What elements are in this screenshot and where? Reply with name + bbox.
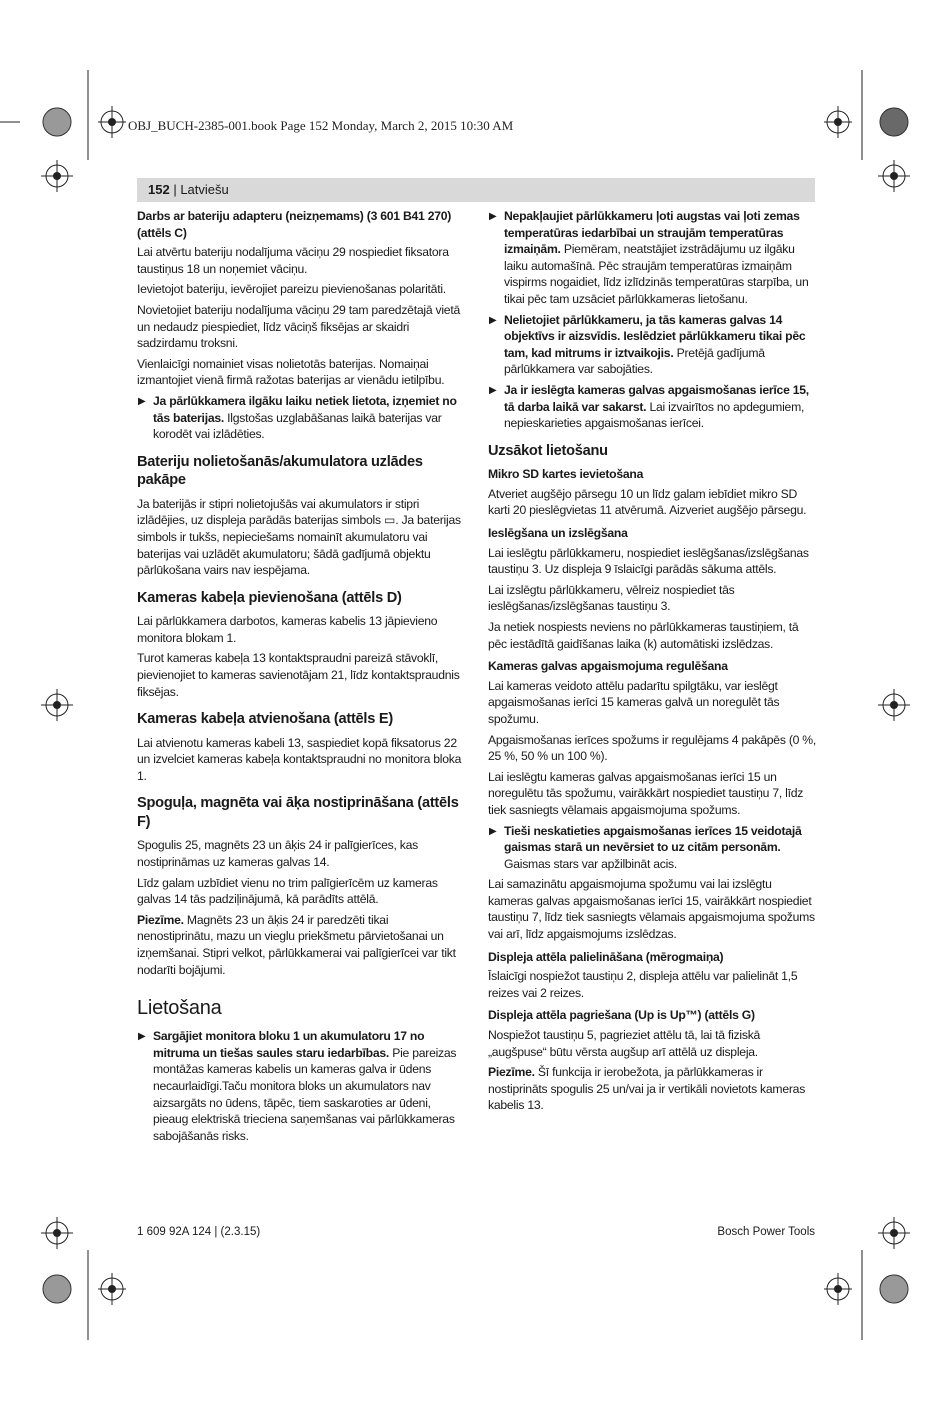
paragraph: Lai ieslēgtu kameras galvas apgaismošanas ierīci 15 un noregulētu tās spožumu, vairākkārt nospiediet taustiņu 7, līdz tiek sasniegts vēlamais apgaismojuma spožums.	[488, 769, 804, 817]
bullet-triangle-icon: ▶	[489, 825, 497, 837]
paragraph: Īslaicīgi nospiežot taustiņu 2, displeja attēlu var palielināt 1,5 reizes vai 2 reizes.	[488, 969, 798, 1000]
page-header-band	[137, 178, 815, 202]
bullet-text: Ilgstošas uzglabāšanas laikā baterijas var korodēt vai izlādēties.	[153, 410, 442, 442]
bullet-triangle-icon: ▶	[489, 314, 497, 326]
left-column	[137, 208, 465, 1148]
paragraph	[137, 496, 465, 579]
section-heading: Spoguļa, magnēta vai āķa nostiprināšana (attēls F)	[137, 795, 459, 830]
bullet-bold-text: Ja ir ieslēgta kameras galvas apgaismošanas ierīce 15, tā darba laikā var sakarst.	[504, 382, 809, 414]
warning-bullet	[488, 312, 816, 378]
footer-brand: Bosch Power Tools	[717, 1226, 815, 1238]
paragraph: Nospiežot taustiņu 5, pagrieziet attēlu tā, lai tā fiziskā „augšpuse“ būtu vērsta augšup arī attēlā uz displeja.	[488, 1028, 761, 1059]
bullet-triangle-icon: ▶	[489, 384, 497, 396]
warning-bullet	[137, 393, 465, 443]
section-title: Darbs ar bateriju adapteru (neizņemams) (3 601 B41 270) (attēls C)	[137, 209, 452, 240]
subsection-title: Displeja attēla pagriešana (Up is Up™) (attēls G)	[488, 1008, 755, 1023]
paragraph: Ja netiek nospiests neviens no pārlūkkameras taustiņiem, tā pēc iestādītā gaidīšanas laika (k) automātiski izslēdzas.	[488, 619, 799, 651]
section-heading: Kameras kabeļa atvienošana (attēls E)	[137, 711, 393, 728]
note-text: Magnēts 23 un āķis 24 ir paredzēti tikai nenostiprinātu, mazu un vieglu priekšmetu pārvietošanai un izņemšanai. Stipri velkot, pārlūkkamerai vai palīgierīcei var tikt nodarīti bojājumi.	[137, 912, 456, 977]
bullet-text: Piemēram, neatstājiet izstrādājumu uz ilgāku laiku automašīnā. Pēc straujām temperatūras izmaiņām vispirms nogaidiet, līdz izlīdzinās temperatūras starpība, un tikai pēc tam uzsāciet pārlūkkameras lietošanu.	[504, 242, 809, 306]
bullet-bold-text: Tieši neskatieties apgaismošanas ierīces 15 veidotajā gaismas starā un nevērsiet to uz citām personām.	[504, 823, 802, 855]
warning-bullet	[488, 823, 816, 873]
bullet-text: Lai izvairītos no apdegumiem, nepieskarieties apgaismošanas ierīcei.	[504, 399, 805, 431]
battery-icon: ▭	[383, 513, 396, 528]
header-language: Latviešu	[180, 182, 229, 197]
subsection-title: Mikro SD kartes ievietošana	[488, 467, 644, 482]
subsection-title: Kameras galvas apgaismojuma regulēšana	[488, 659, 728, 674]
header-separator: |	[169, 182, 181, 197]
bullet-triangle-icon: ▶	[138, 1031, 146, 1043]
paragraph: Spogulis 25, magnēts 23 un āķis 24 ir palīgierīces, kas nostiprināmas uz kameras galvas 14.	[137, 838, 418, 870]
paragraph: Lai kameras veidoto attēlu padarītu spilgtāku, var ieslēgt apgaismošanas ierīci 15 kameras galvā un noregulēt tās spožumu.	[488, 678, 780, 726]
text-part: . Ja baterijas simbols ir tukšs, nepieciešams nomainīt akumulatoru vai baterijas vai uzlādēt akumulatoru; šādā gadījumā objektu pārlūkošana vairs nav iespējama.	[137, 513, 461, 578]
bullet-text: Gaismas stars var apžilbināt acis.	[504, 856, 678, 871]
paragraph: Lai ieslēgtu pārlūkkameru, nospiediet ieslēgšanas/izslēgšanas taustiņu 3. Uz displeja 9 īslaicīgi parādās sākuma attēls.	[488, 545, 809, 577]
paragraph: Vienlaicīgi nomainiet visas nolietotās baterijas. Nomaiņai izmantojiet vienā firmā ražotas baterijas ar vienādu ietilpību.	[137, 356, 445, 388]
footer-doc-id: 1 609 92A 124 | (2.3.15)	[137, 1226, 261, 1238]
subsection-title: Ieslēgšana un izslēgšana	[488, 526, 628, 540]
bullet-text: Pretējā gadījumā pārlūkkamera var sabojāties.	[504, 345, 765, 377]
page-header	[148, 182, 229, 197]
paragraph: Turot kameras kabeļa 13 kontaktspraudni pareizā stāvoklī, pievienojiet to kameras savienotājam 21, līdz kontaktspraudnis fiksējas.	[137, 651, 460, 699]
paragraph: Novietojiet bateriju nodalījuma vāciņu 29 tam paredzētajā vietā un nedaudz piespiediet, līdz vāciņš fiksējas ar skaidri sadzirdamu troksni.	[137, 302, 460, 351]
bullet-bold-text: Ja pārlūkkamera ilgāku laiku netiek lietota, izņemiet no tās baterijas.	[153, 393, 457, 425]
note-paragraph	[137, 912, 465, 978]
warning-bullet	[137, 1028, 465, 1144]
page-number: 152	[148, 182, 170, 197]
note-label: Piezīme.	[137, 912, 184, 927]
note-paragraph	[488, 1064, 816, 1114]
paragraph: Lai atvērtu bateriju nodalījuma vāciņu 29 nospiediet fiksatora taustiņus 18 un noņemiet vāciņu.	[137, 245, 449, 276]
paragraph: Lai izslēgtu pārlūkkameru, vēlreiz nospiediet tās ieslēgšanas/izslēgšanas taustiņu 3.	[488, 582, 735, 614]
paragraph: Lai atvienotu kameras kabeli 13, saspiediet kopā fiksatorus 22 un izvelciet kameras kabeļa kontaktspraudni no monitora bloka 1.	[137, 735, 462, 783]
text-part: Ja baterijās ir stipri nolietojušās vai akumulators ir stipri izlādējies, uz displeja parādās baterijas simbols	[137, 496, 420, 528]
paragraph: Apgaismošanas ierīces spožums ir regulējams 4 pakāpēs (0 %, 25 %, 50 % un 100 %).	[488, 732, 817, 764]
warning-bullet	[488, 382, 816, 432]
paragraph: Lai pārlūkkamera darbotos, kameras kabelis 13 jāpievieno monitora blokam 1.	[137, 614, 438, 645]
bullet-triangle-icon: ▶	[489, 211, 497, 222]
right-column	[488, 208, 816, 1118]
note-label: Piezīme.	[488, 1065, 535, 1080]
note-text: Šī funkcija ir ierobežota, ja pārlūkkameras ir nostiprināts spogulis 25 un/vai ja ir vertikāli novietots kameras kabelis 13.	[488, 1065, 806, 1113]
bullet-bold-text: Sargājiet monitora bloku 1 un akumulatoru 17 no mitruma un tiešas saules staru iedarbības.	[153, 1029, 425, 1060]
paragraph: Lai samazinātu apgaismojuma spožumu vai lai izslēgtu kameras galvas apgaismošanas ierīci 15, vairākkārt nospiediet taustiņu 7, līdz tiek sasniegts vēlamais apgaismojuma spožums vai arī, līdz apgaismojums izslēdzas.	[488, 877, 815, 942]
paragraph: Ievietojot bateriju, ievērojiet pareizu pievienošanas polaritāti.	[137, 282, 446, 297]
subsection-title: Displeja attēla palielināšana (mērogmaiņa)	[488, 949, 724, 964]
bullet-bold-text: Nelietojiet pārlūkkameru, ja tās kameras galvas 14 objektīvs ir aizsvīdis. Ieslēdziet pārlūkkameru tikai pēc tam, kad mitrums ir iztvaikojis.	[504, 312, 806, 360]
bullet-triangle-icon: ▶	[138, 395, 146, 407]
paragraph: Atveriet augšējo pārsegu 10 un līdz galam iebīdiet mikro SD karti 20 pieslēgvietas 11 atvērumā. Aizveriet augšējo pārsegu.	[488, 486, 807, 518]
bullet-text: Pie pareizas montāžas kameras kabelis un kameras galva ir ūdens necaurlaidīgi.Taču monitora bloks un akumulators nav aizsargāts no ūdens, tāpēc, tiem saskaroties ar ūdeni, pieaug elektriskā trieciena saņemšanas vai pārlūkkameras sabojāšanās risks.	[153, 1045, 457, 1143]
chapter-heading: Lietošana	[137, 997, 222, 1020]
section-heading: Bateriju nolietošanās/akumulatora uzlādes pakāpe	[137, 453, 423, 489]
paragraph: Līdz galam uzbīdiet vienu no trim palīgierīcēm uz kameras galvas 14 tās padziļinājumā, kā parādīts attēlā.	[137, 875, 438, 907]
section-heading: Kameras kabeļa pievienošana (attēls D)	[137, 589, 402, 606]
section-heading: Uzsākot lietošanu	[488, 442, 608, 459]
bullet-bold-text: Nepakļaujiet pārlūkkameru ļoti augstas vai ļoti zemas temperatūras iedarbībai un straujām temperatūras izmaiņām.	[504, 209, 800, 257]
warning-bullet	[488, 208, 816, 308]
file-info-line: OBJ_BUCH-2385-001.book Page 152 Monday, March 2, 2015 10:30 AM	[128, 118, 514, 133]
